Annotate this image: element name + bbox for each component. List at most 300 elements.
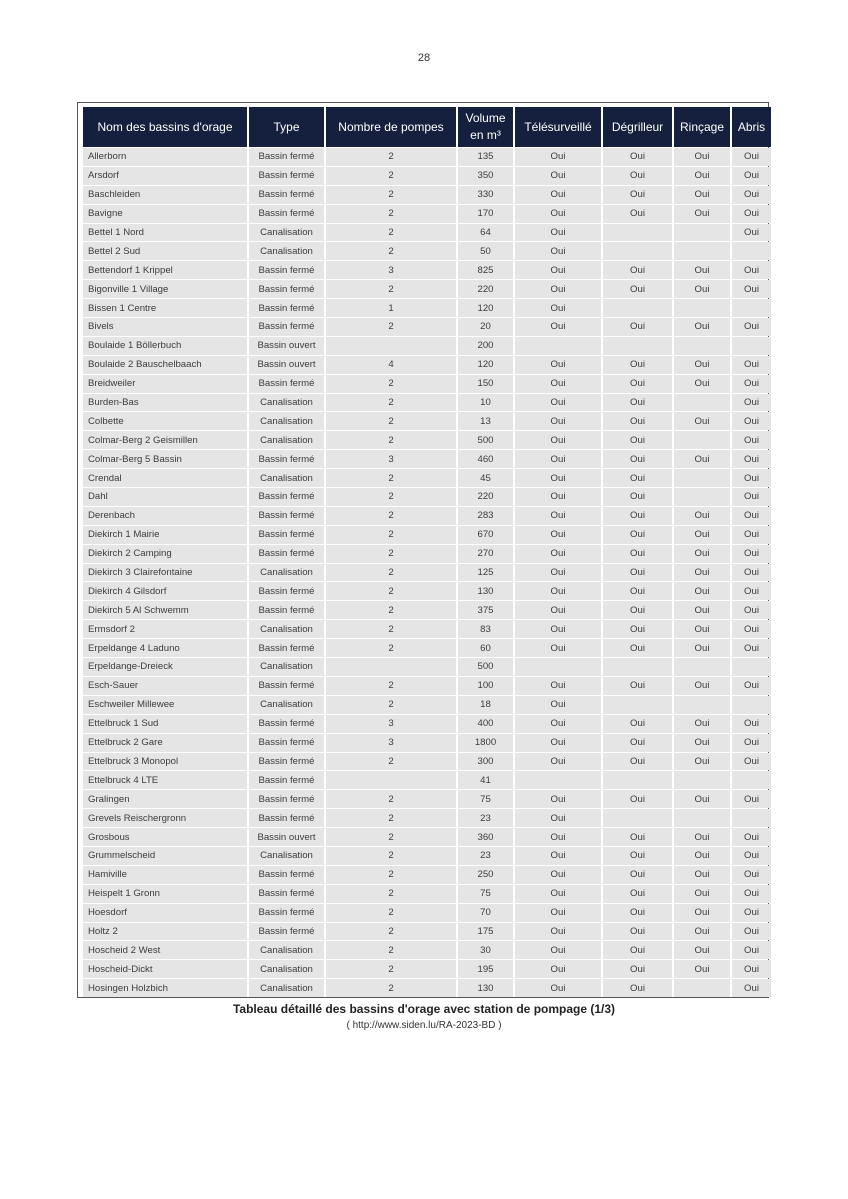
cell-shelter: Oui [732,620,771,638]
cell-name: Bettel 1 Nord [83,224,247,242]
cell-name: Bavigne [83,205,247,223]
cell-shelter [732,658,771,676]
cell-name: Colbette [83,412,247,430]
cell-pumps [326,771,456,789]
cell-screen [603,809,672,827]
cell-type: Bassin fermé [249,809,324,827]
cell-shelter: Oui [732,564,771,582]
cell-type: Bassin ouvert [249,828,324,846]
cell-pumps: 2 [326,431,456,449]
cell-pumps: 2 [326,488,456,506]
cell-volume: 220 [458,488,513,506]
table-row [83,658,771,676]
cell-rinsing: Oui [674,545,730,563]
cell-shelter: Oui [732,677,771,695]
cell-shelter: Oui [732,148,771,166]
cell-screen [603,242,672,260]
cell-pumps: 2 [326,167,456,185]
cell-type: Canalisation [249,620,324,638]
cell-screen: Oui [603,564,672,582]
cell-name: Bettendorf 1 Krippel [83,261,247,279]
cell-volume: 100 [458,677,513,695]
cell-monitored: Oui [515,261,601,279]
table-row [83,526,771,544]
cell-type: Bassin fermé [249,923,324,941]
cell-pumps: 2 [326,242,456,260]
cell-type: Bassin fermé [249,545,324,563]
cell-monitored: Oui [515,394,601,412]
cell-name: Allerborn [83,148,247,166]
cell-screen: Oui [603,885,672,903]
cell-rinsing: Oui [674,866,730,884]
cell-type: Canalisation [249,941,324,959]
cell-monitored: Oui [515,488,601,506]
cell-shelter: Oui [732,753,771,771]
cell-rinsing: Oui [674,904,730,922]
cell-name: Breidweiler [83,375,247,393]
cell-pumps: 2 [326,318,456,336]
column-header-pumps: Nombre de pompes [326,107,456,147]
cell-screen: Oui [603,148,672,166]
cell-rinsing: Oui [674,941,730,959]
cell-shelter: Oui [732,715,771,733]
cell-rinsing: Oui [674,261,730,279]
cell-monitored: Oui [515,356,601,374]
cell-rinsing: Oui [674,205,730,223]
cell-volume: 30 [458,941,513,959]
table-row [83,941,771,959]
cell-shelter: Oui [732,639,771,657]
cell-type: Bassin fermé [249,280,324,298]
cell-volume: 64 [458,224,513,242]
cell-shelter: Oui [732,790,771,808]
cell-rinsing: Oui [674,715,730,733]
cell-pumps: 2 [326,809,456,827]
cell-rinsing [674,696,730,714]
cell-screen: Oui [603,639,672,657]
cell-name: Colmar-Berg 5 Bassin [83,450,247,468]
cell-monitored: Oui [515,242,601,260]
table-row [83,412,771,430]
column-header-monitored: Télésurveillé [515,107,601,147]
cell-pumps: 2 [326,280,456,298]
cell-screen: Oui [603,488,672,506]
cell-monitored: Oui [515,564,601,582]
cell-monitored: Oui [515,582,601,600]
cell-type: Bassin fermé [249,677,324,695]
cell-name: Bigonville 1 Village [83,280,247,298]
cell-monitored: Oui [515,828,601,846]
cell-pumps: 2 [326,601,456,619]
cell-name: Grummelscheid [83,847,247,865]
cell-volume: 250 [458,866,513,884]
cell-monitored: Oui [515,620,601,638]
cell-pumps: 2 [326,696,456,714]
cell-name: Boulaide 1 Böllerbuch [83,337,247,355]
cell-volume: 460 [458,450,513,468]
cell-pumps: 2 [326,960,456,978]
cell-monitored: Oui [515,224,601,242]
cell-name: Hamiville [83,866,247,884]
cell-type: Bassin ouvert [249,356,324,374]
cell-name: Ettelbruck 2 Gare [83,734,247,752]
cell-screen: Oui [603,186,672,204]
table-row [83,148,771,166]
cell-screen: Oui [603,790,672,808]
cell-screen: Oui [603,601,672,619]
cell-shelter: Oui [732,375,771,393]
cell-screen: Oui [603,582,672,600]
cell-pumps: 2 [326,394,456,412]
cell-shelter [732,696,771,714]
cell-screen: Oui [603,375,672,393]
cell-volume: 330 [458,186,513,204]
cell-monitored: Oui [515,734,601,752]
cell-screen: Oui [603,847,672,865]
cell-screen [603,696,672,714]
cell-pumps: 2 [326,677,456,695]
cell-type: Bassin fermé [249,205,324,223]
cell-type: Bassin fermé [249,771,324,789]
table-row [83,224,771,242]
cell-type: Canalisation [249,696,324,714]
table-body [83,148,771,997]
cell-volume: 283 [458,507,513,525]
cell-screen [603,299,672,317]
cell-monitored: Oui [515,375,601,393]
cell-shelter: Oui [732,904,771,922]
cell-rinsing: Oui [674,507,730,525]
cell-type: Bassin fermé [249,715,324,733]
cell-pumps: 2 [326,923,456,941]
cell-name: Holtz 2 [83,923,247,941]
table-row [83,734,771,752]
cell-volume: 375 [458,601,513,619]
cell-screen: Oui [603,620,672,638]
cell-shelter [732,299,771,317]
cell-volume: 20 [458,318,513,336]
table-row [83,847,771,865]
cell-monitored: Oui [515,545,601,563]
table-row [83,753,771,771]
table-row [83,923,771,941]
cell-name: Ettelbruck 4 LTE [83,771,247,789]
cell-screen: Oui [603,431,672,449]
cell-screen [603,771,672,789]
cell-rinsing: Oui [674,318,730,336]
table-row [83,866,771,884]
cell-rinsing: Oui [674,923,730,941]
cell-name: Erpeldange 4 Laduno [83,639,247,657]
cell-screen: Oui [603,828,672,846]
cell-rinsing: Oui [674,280,730,298]
cell-type: Bassin fermé [249,734,324,752]
cell-volume: 18 [458,696,513,714]
cell-screen: Oui [603,753,672,771]
cell-rinsing: Oui [674,639,730,657]
table-frame [77,102,769,998]
cell-monitored [515,337,601,355]
cell-shelter: Oui [732,356,771,374]
cell-type: Canalisation [249,979,324,997]
table-row [83,715,771,733]
cell-shelter: Oui [732,582,771,600]
cell-monitored: Oui [515,280,601,298]
cell-name: Arsdorf [83,167,247,185]
cell-monitored: Oui [515,866,601,884]
cell-volume: 120 [458,356,513,374]
cell-monitored: Oui [515,205,601,223]
table-row [83,205,771,223]
cell-name: Bettel 2 Sud [83,242,247,260]
cell-monitored: Oui [515,847,601,865]
cell-pumps: 2 [326,224,456,242]
cell-name: Ermsdorf 2 [83,620,247,638]
cell-pumps: 2 [326,639,456,657]
cell-name: Baschleiden [83,186,247,204]
cell-monitored: Oui [515,469,601,487]
cell-name: Gralingen [83,790,247,808]
cell-screen: Oui [603,960,672,978]
cell-pumps: 2 [326,979,456,997]
cell-pumps: 3 [326,450,456,468]
table-row [83,620,771,638]
cell-screen: Oui [603,356,672,374]
cell-rinsing: Oui [674,790,730,808]
cell-rinsing: Oui [674,620,730,638]
cell-screen: Oui [603,394,672,412]
table-header-row [83,107,771,147]
column-header-volume: Volume en m³ [458,107,513,147]
cell-monitored: Oui [515,526,601,544]
cell-type: Canalisation [249,469,324,487]
cell-shelter: Oui [732,167,771,185]
cell-type: Bassin fermé [249,639,324,657]
cell-pumps: 2 [326,412,456,430]
cell-screen: Oui [603,941,672,959]
cell-volume: 125 [458,564,513,582]
cell-type: Canalisation [249,431,324,449]
cell-shelter: Oui [732,941,771,959]
cell-rinsing: Oui [674,526,730,544]
cell-type: Canalisation [249,960,324,978]
cell-rinsing: Oui [674,828,730,846]
table-row [83,186,771,204]
table-row [83,960,771,978]
cell-volume: 350 [458,167,513,185]
cell-monitored: Oui [515,431,601,449]
cell-monitored: Oui [515,639,601,657]
table-row [83,507,771,525]
cell-rinsing: Oui [674,148,730,166]
cell-type: Canalisation [249,658,324,676]
cell-name: Crendal [83,469,247,487]
cell-volume: 41 [458,771,513,789]
cell-type: Bassin fermé [249,488,324,506]
cell-shelter: Oui [732,545,771,563]
cell-name: Diekirch 4 Gilsdorf [83,582,247,600]
cell-name: Hoscheid 2 West [83,941,247,959]
cell-type: Bassin fermé [249,753,324,771]
cell-shelter: Oui [732,469,771,487]
cell-screen [603,224,672,242]
cell-type: Bassin fermé [249,582,324,600]
cell-pumps: 2 [326,866,456,884]
cell-rinsing: Oui [674,412,730,430]
cell-name: Boulaide 2 Bauschelbaach [83,356,247,374]
cell-shelter: Oui [732,205,771,223]
cell-shelter: Oui [732,394,771,412]
cell-type: Bassin fermé [249,866,324,884]
cell-monitored: Oui [515,960,601,978]
cell-name: Ettelbruck 1 Sud [83,715,247,733]
cell-type: Bassin fermé [249,375,324,393]
cell-volume: 13 [458,412,513,430]
cell-shelter: Oui [732,885,771,903]
table-row [83,318,771,336]
cell-shelter: Oui [732,960,771,978]
stormwater-basins-table [81,106,773,998]
cell-volume: 130 [458,979,513,997]
cell-name: Colmar-Berg 2 Geismillen [83,431,247,449]
cell-monitored: Oui [515,412,601,430]
cell-monitored: Oui [515,677,601,695]
cell-name: Bivels [83,318,247,336]
cell-shelter: Oui [732,847,771,865]
cell-shelter: Oui [732,526,771,544]
cell-rinsing: Oui [674,356,730,374]
cell-name: Esch-Sauer [83,677,247,695]
cell-name: Hoscheid-Dickt [83,960,247,978]
cell-type: Canalisation [249,242,324,260]
cell-name: Hosingen Holzbich [83,979,247,997]
table-row [83,242,771,260]
cell-rinsing: Oui [674,186,730,204]
table-row [83,167,771,185]
cell-volume: 360 [458,828,513,846]
cell-shelter: Oui [732,280,771,298]
cell-screen: Oui [603,526,672,544]
table-row [83,790,771,808]
cell-rinsing [674,224,730,242]
table-row [83,904,771,922]
cell-monitored: Oui [515,941,601,959]
cell-type: Canalisation [249,564,324,582]
cell-rinsing: Oui [674,960,730,978]
table-caption: Tableau détaillé des bassins d'orage avec station de pompage (1/3) [232,1002,616,1016]
cell-pumps: 2 [326,507,456,525]
cell-type: Bassin fermé [249,167,324,185]
cell-shelter: Oui [732,828,771,846]
cell-shelter: Oui [732,261,771,279]
cell-pumps: 2 [326,828,456,846]
cell-volume: 75 [458,885,513,903]
cell-shelter [732,809,771,827]
cell-screen: Oui [603,545,672,563]
cell-monitored: Oui [515,696,601,714]
cell-volume: 150 [458,375,513,393]
cell-rinsing: Oui [674,375,730,393]
table-row [83,545,771,563]
cell-rinsing [674,431,730,449]
column-header-name: Nom des bassins d'orage [83,107,247,147]
cell-pumps: 2 [326,847,456,865]
cell-volume: 200 [458,337,513,355]
cell-rinsing: Oui [674,450,730,468]
cell-volume: 825 [458,261,513,279]
cell-type: Bassin fermé [249,904,324,922]
cell-monitored: Oui [515,904,601,922]
cell-pumps: 2 [326,469,456,487]
cell-name: Eschweiler Millewee [83,696,247,714]
cell-type: Bassin fermé [249,186,324,204]
cell-pumps: 2 [326,545,456,563]
cell-rinsing [674,337,730,355]
cell-volume: 23 [458,847,513,865]
cell-rinsing [674,242,730,260]
cell-shelter: Oui [732,450,771,468]
cell-shelter [732,771,771,789]
source-link[interactable]: ( http://www.siden.lu/RA-2023-BD ) [346,1020,502,1031]
table-row [83,394,771,412]
cell-volume: 70 [458,904,513,922]
cell-volume: 83 [458,620,513,638]
cell-pumps: 4 [326,356,456,374]
cell-screen: Oui [603,507,672,525]
table-row [83,639,771,657]
cell-rinsing: Oui [674,167,730,185]
cell-volume: 175 [458,923,513,941]
cell-name: Dahl [83,488,247,506]
cell-pumps: 3 [326,715,456,733]
cell-rinsing: Oui [674,753,730,771]
table-row [83,677,771,695]
cell-monitored: Oui [515,809,601,827]
column-header-type: Type [249,107,324,147]
cell-shelter: Oui [732,431,771,449]
cell-volume: 500 [458,658,513,676]
cell-name: Erpeldange-Dreieck [83,658,247,676]
table-row [83,809,771,827]
cell-shelter [732,242,771,260]
cell-monitored: Oui [515,148,601,166]
cell-shelter: Oui [732,979,771,997]
cell-rinsing [674,394,730,412]
cell-volume: 10 [458,394,513,412]
cell-pumps: 2 [326,620,456,638]
cell-monitored: Oui [515,601,601,619]
table-row [83,337,771,355]
cell-type: Bassin fermé [249,507,324,525]
cell-volume: 270 [458,545,513,563]
cell-monitored: Oui [515,753,601,771]
cell-volume: 135 [458,148,513,166]
cell-volume: 75 [458,790,513,808]
cell-screen: Oui [603,904,672,922]
cell-monitored: Oui [515,318,601,336]
cell-screen: Oui [603,734,672,752]
cell-screen: Oui [603,866,672,884]
cell-name: Grevels Reischergronn [83,809,247,827]
cell-pumps: 2 [326,564,456,582]
cell-monitored [515,658,601,676]
cell-type: Bassin ouvert [249,337,324,355]
cell-pumps: 2 [326,582,456,600]
table-row [83,431,771,449]
column-header-screen: Dégrilleur [603,107,672,147]
cell-shelter: Oui [732,507,771,525]
cell-pumps: 2 [326,375,456,393]
